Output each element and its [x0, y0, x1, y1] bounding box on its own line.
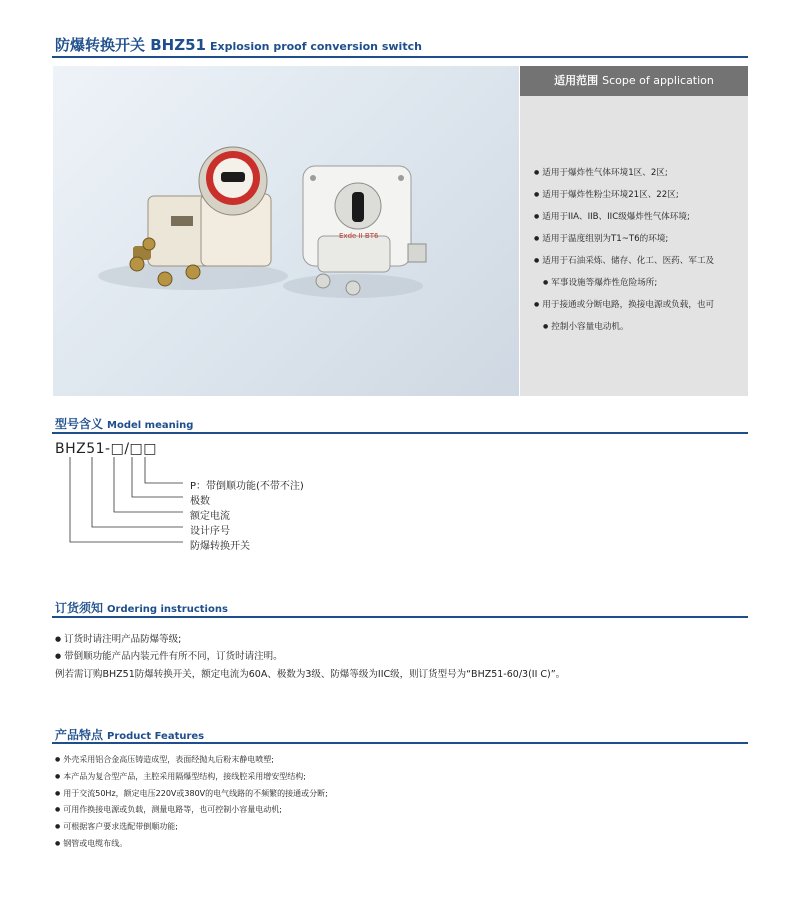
ordering-item-text: 带倒顺功能产品内装元件有所不同，订货时请注明。	[64, 651, 283, 662]
scope-item: ● 适用于IIA、IIB、IIC级爆炸性气体环境;	[534, 206, 744, 228]
scope-item-cont-text: 军事设施等爆炸性危险场所;	[551, 278, 658, 288]
scope-title-en: Scope of application	[602, 74, 714, 87]
product-photo	[53, 66, 519, 396]
feature-item-text: 钢管或电缆布线。	[63, 839, 128, 848]
scope-item: ● 适用于爆炸性粉尘环境21区、22区;	[534, 184, 744, 206]
scope-list	[534, 162, 744, 338]
features-title-cn: 产品特点	[55, 728, 104, 742]
feature-item: ● 钢管或电缆布线。	[55, 839, 128, 848]
page-title	[55, 34, 422, 55]
feature-item: ● 本产品为复合型产品，主腔采用隔爆型结构，接线腔采用增安型结构;	[55, 772, 306, 781]
feature-item-text: 外壳采用铝合金高压铸造成型，表面经抛丸后粉末静电喷塑;	[63, 755, 274, 764]
model-code: BHZ51-□/□□	[55, 441, 157, 457]
model-meaning-rule	[52, 432, 748, 434]
feature-item: ● 用于交流50Hz，额定电压220V或380V的电气线路的不频繁的接通或分断;	[55, 789, 328, 798]
scope-panel	[520, 66, 748, 396]
switch-device-right	[283, 166, 426, 298]
feature-item: ● 可根据客户要求选配带倒顺功能;	[55, 822, 178, 831]
header-rule	[52, 56, 748, 58]
scope-item-cont	[534, 316, 744, 338]
ordering-example: 例若需订购BHZ51防爆转换开关，额定电流为60A、极数为3级、防爆等级为IIC级，则订货型号为“BHZ51-60/3(II C)”。	[55, 669, 566, 680]
scope-item: ● 适用于石油采炼、储存、化工、医药、军工及	[534, 250, 744, 272]
ordering-item: ● 带倒顺功能产品内装元件有所不同，订货时请注明。	[55, 651, 283, 662]
scope-title-cn: 适用范围	[554, 74, 599, 87]
product-illustration	[53, 66, 519, 396]
feature-item-text: 本产品为复合型产品，主腔采用隔爆型结构，接线腔采用增安型结构;	[63, 772, 306, 781]
page-title-en: Explosion proof conversion switch	[209, 40, 422, 53]
ordering-title	[55, 599, 228, 616]
features-title	[55, 726, 204, 743]
scope-item-cont-text: 控制小容量电动机。	[551, 322, 629, 332]
model-meaning-item: 防爆转换开关	[190, 541, 250, 552]
page-title-cn: 防爆转换开关 BHZ51	[55, 36, 206, 54]
model-meaning-item: 额定电流	[190, 511, 230, 522]
ordering-item-text: 订货时请注明产品防爆等级;	[64, 634, 182, 645]
model-meaning-item: 设计序号	[190, 526, 230, 537]
feature-item-text: 可根据客户要求选配带倒顺功能;	[63, 822, 178, 831]
model-bracket-lines	[55, 455, 195, 550]
model-meaning-item: 极数	[190, 496, 210, 507]
model-meaning-item: P：带倒顺功能(不带不注)	[190, 481, 304, 492]
ordering-title-en: Ordering instructions	[107, 604, 228, 615]
features-title-en: Product Features	[107, 731, 205, 742]
scope-item-cont	[534, 272, 744, 294]
feature-item-text: 可用作换接电源或负载，测量电路等，也可控制小容量电动机;	[63, 805, 282, 814]
feature-item-text: 用于交流50Hz，额定电压220V或380V的电气线路的不频繁的接通或分断;	[63, 789, 328, 798]
scope-item: ● 适用于爆炸性气体环境1区、2区;	[534, 162, 744, 184]
device-ex-label: Exde II BT6	[339, 232, 379, 240]
model-meaning-title	[55, 415, 193, 432]
model-meaning-title-cn: 型号含义	[55, 417, 104, 431]
model-meaning-title-en: Model meaning	[107, 420, 194, 431]
feature-item: ● 可用作换接电源或负载，测量电路等，也可控制小容量电动机;	[55, 805, 282, 814]
ordering-rule	[52, 616, 748, 618]
ordering-item: ● 订货时请注明产品防爆等级;	[55, 634, 182, 645]
feature-item: ● 外壳采用铝合金高压铸造成型，表面经抛丸后粉末静电喷塑;	[55, 755, 274, 764]
scope-item: ● 用于接通或分断电路，换接电源或负载，也可	[534, 294, 744, 316]
scope-panel-header	[520, 66, 748, 96]
scope-item: ● 适用于温度组别为T1~T6的环境;	[534, 228, 744, 250]
switch-device-left	[98, 147, 288, 290]
ordering-title-cn: 订货须知	[55, 601, 104, 615]
features-rule	[52, 742, 748, 744]
